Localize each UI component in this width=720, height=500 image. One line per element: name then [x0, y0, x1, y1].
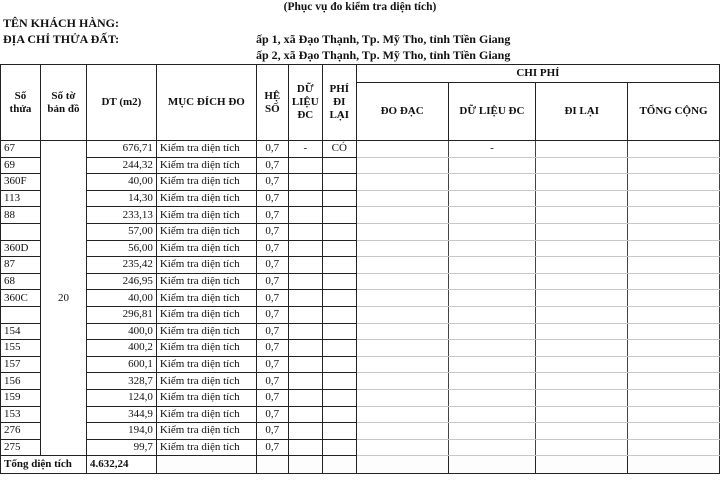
- table-row: [1, 223, 720, 240]
- cell-du-lieu[interactable]: [288, 340, 322, 357]
- cell-di-lai[interactable]: [536, 389, 628, 406]
- cell-tong-cong[interactable]: [628, 406, 720, 423]
- cell-du-lieu-dc[interactable]: [448, 240, 536, 257]
- cell-dt[interactable]: 244,32: [86, 157, 156, 174]
- cell-du-lieu-dc[interactable]: [448, 207, 536, 224]
- cell-tong-cong[interactable]: [628, 190, 720, 207]
- cell-muc-dich[interactable]: Kiểm tra diện tích: [156, 207, 256, 224]
- cell-so-thua[interactable]: 159: [1, 389, 41, 406]
- cell-du-lieu[interactable]: [288, 373, 322, 390]
- cell-tong-cong[interactable]: [628, 306, 720, 323]
- cell-di-lai[interactable]: [536, 240, 628, 257]
- cell-dt[interactable]: 194,0: [86, 423, 156, 440]
- cell-du-lieu-dc[interactable]: [448, 323, 536, 340]
- col-header-du-lieu-dc: DỮ LIỆU ĐC: [448, 83, 536, 141]
- cell-he-so[interactable]: 0,7: [256, 356, 288, 373]
- cell-he-so[interactable]: 0,7: [256, 340, 288, 357]
- cell-phi-di-lai[interactable]: [322, 306, 356, 323]
- cell-he-so[interactable]: 0,7: [256, 257, 288, 274]
- cell-so-thua[interactable]: 153: [1, 406, 41, 423]
- table-row: [1, 340, 720, 357]
- cell-phi-di-lai[interactable]: [322, 389, 356, 406]
- cell-he-so[interactable]: 0,7: [256, 323, 288, 340]
- cell-tong-cong[interactable]: [628, 373, 720, 390]
- cell-do-dac[interactable]: [356, 373, 448, 390]
- table-row: [1, 306, 720, 323]
- cell-du-lieu[interactable]: [288, 406, 322, 423]
- cell-tong-cong[interactable]: [628, 157, 720, 174]
- cell-du-lieu-dc[interactable]: [448, 340, 536, 357]
- cell-do-dac[interactable]: [356, 141, 448, 158]
- cell-tong-cong[interactable]: [628, 174, 720, 191]
- col-header-so-to: Số tờ bản đồ: [40, 65, 86, 141]
- cell-di-lai[interactable]: [536, 273, 628, 290]
- cell-muc-dich[interactable]: Kiểm tra diện tích: [156, 323, 256, 340]
- cell-phi-di-lai[interactable]: [322, 190, 356, 207]
- cell-du-lieu[interactable]: [288, 356, 322, 373]
- col-header-he-so: HỆ SỐ: [256, 65, 288, 141]
- table-row: [1, 406, 720, 423]
- table-row: [1, 141, 720, 158]
- cell-so-thua[interactable]: [1, 223, 41, 240]
- cell-do-dac[interactable]: [356, 423, 448, 440]
- cell-di-lai[interactable]: [536, 323, 628, 340]
- cell-di-lai[interactable]: [536, 356, 628, 373]
- table-row: [1, 373, 720, 390]
- cell-tong-cong[interactable]: [628, 423, 720, 440]
- cell-dt[interactable]: 40,00: [86, 174, 156, 191]
- cell-muc-dich[interactable]: Kiểm tra diện tích: [156, 373, 256, 390]
- cell-so-thua[interactable]: 360C: [1, 290, 41, 307]
- table-row: [1, 257, 720, 274]
- cell-di-lai[interactable]: [536, 207, 628, 224]
- cell-do-dac[interactable]: [356, 406, 448, 423]
- col-header-dt: DT (m2): [86, 65, 156, 141]
- table-row: [1, 439, 720, 456]
- cell-di-lai[interactable]: [536, 223, 628, 240]
- total-label[interactable]: Tổng diện tích: [1, 456, 87, 474]
- cell-du-lieu[interactable]: [288, 439, 322, 456]
- cell-so-thua[interactable]: 276: [1, 423, 41, 440]
- cell-so-thua[interactable]: 113: [1, 190, 41, 207]
- cell-so-thua[interactable]: 360D: [1, 240, 41, 257]
- cell-tong-cong[interactable]: [628, 389, 720, 406]
- cell-tong-cong[interactable]: [628, 323, 720, 340]
- cell-phi-di-lai[interactable]: [322, 439, 356, 456]
- cell-dt[interactable]: 400,2: [86, 340, 156, 357]
- total-empty-cell[interactable]: [156, 456, 256, 474]
- cell-muc-dich[interactable]: Kiểm tra diện tích: [156, 406, 256, 423]
- cell-he-so[interactable]: 0,7: [256, 389, 288, 406]
- cell-he-so[interactable]: 0,7: [256, 240, 288, 257]
- cell-dt[interactable]: 296,81: [86, 306, 156, 323]
- cell-phi-di-lai[interactable]: [322, 323, 356, 340]
- cell-di-lai[interactable]: [536, 340, 628, 357]
- cell-he-so[interactable]: 0,7: [256, 157, 288, 174]
- table-row: [1, 356, 720, 373]
- cell-tong-cong[interactable]: [628, 273, 720, 290]
- cell-do-dac[interactable]: [356, 223, 448, 240]
- cell-he-so[interactable]: 0,7: [256, 290, 288, 307]
- cell-du-lieu[interactable]: [288, 257, 322, 274]
- cell-do-dac[interactable]: [356, 306, 448, 323]
- cell-du-lieu-dc[interactable]: [448, 306, 536, 323]
- address-line-1: ấp 1, xã Đạo Thạnh, Tp. Mỹ Tho, tỉnh Tiền Giang: [256, 32, 511, 46]
- cell-dt[interactable]: 400,0: [86, 323, 156, 340]
- cell-di-lai[interactable]: [536, 306, 628, 323]
- cell-muc-dich[interactable]: Kiểm tra diện tích: [156, 257, 256, 274]
- cell-phi-di-lai[interactable]: [322, 207, 356, 224]
- col-header-do-dac: ĐO ĐẠC: [356, 83, 448, 141]
- cell-so-thua[interactable]: [1, 306, 41, 323]
- cell-du-lieu[interactable]: [288, 207, 322, 224]
- address-label: ĐỊA CHỈ THỬA ĐẤT:: [3, 32, 120, 46]
- cell-he-so[interactable]: 0,7: [256, 207, 288, 224]
- total-empty-cell[interactable]: [256, 456, 288, 474]
- cell-du-lieu-dc[interactable]: [448, 406, 536, 423]
- table-row: [1, 389, 720, 406]
- cell-phi-di-lai[interactable]: [322, 257, 356, 274]
- cell-dt[interactable]: 124,0: [86, 389, 156, 406]
- cell-do-dac[interactable]: [356, 439, 448, 456]
- total-empty-cell[interactable]: [628, 456, 720, 474]
- cell-he-so[interactable]: 0,7: [256, 423, 288, 440]
- cell-di-lai[interactable]: [536, 406, 628, 423]
- cell-di-lai[interactable]: [536, 157, 628, 174]
- cell-du-lieu[interactable]: [288, 423, 322, 440]
- cell-so-to-merged[interactable]: 20: [40, 141, 86, 456]
- cell-di-lai[interactable]: [536, 423, 628, 440]
- cell-so-thua[interactable]: 154: [1, 323, 41, 340]
- cell-he-so[interactable]: 0,7: [256, 406, 288, 423]
- cell-phi-di-lai[interactable]: [322, 406, 356, 423]
- cell-du-lieu[interactable]: [288, 273, 322, 290]
- cell-muc-dich[interactable]: Kiểm tra diện tích: [156, 174, 256, 191]
- table-row: [1, 207, 720, 224]
- cell-muc-dich[interactable]: Kiểm tra diện tích: [156, 141, 256, 158]
- cell-so-thua[interactable]: 156: [1, 373, 41, 390]
- cell-dt[interactable]: 99,7: [86, 439, 156, 456]
- cell-he-so[interactable]: 0,7: [256, 141, 288, 158]
- cell-di-lai[interactable]: [536, 190, 628, 207]
- cell-phi-di-lai[interactable]: [322, 373, 356, 390]
- cell-du-lieu-dc[interactable]: [448, 290, 536, 307]
- cell-phi-di-lai[interactable]: [322, 223, 356, 240]
- cell-du-lieu[interactable]: [288, 190, 322, 207]
- cell-dt[interactable]: 600,1: [86, 356, 156, 373]
- cell-du-lieu[interactable]: [288, 174, 322, 191]
- cell-du-lieu-dc[interactable]: [448, 174, 536, 191]
- col-header-muc-dich: MỤC ĐÍCH ĐO: [156, 65, 256, 141]
- cell-du-lieu[interactable]: -: [288, 141, 322, 158]
- cell-tong-cong[interactable]: [628, 141, 720, 158]
- cell-du-lieu-dc[interactable]: [448, 157, 536, 174]
- customer-label: TÊN KHÁCH HÀNG:: [3, 16, 120, 30]
- cell-phi-di-lai[interactable]: [322, 240, 356, 257]
- cell-du-lieu-dc[interactable]: [448, 439, 536, 456]
- cell-dt[interactable]: 56,00: [86, 240, 156, 257]
- table-row: [1, 174, 720, 191]
- cell-dt[interactable]: 235,42: [86, 257, 156, 274]
- table-row: [1, 157, 720, 174]
- cell-tong-cong[interactable]: [628, 340, 720, 357]
- cell-he-so[interactable]: 0,7: [256, 190, 288, 207]
- cell-muc-dich[interactable]: Kiểm tra diện tích: [156, 389, 256, 406]
- cell-dt[interactable]: 14,30: [86, 190, 156, 207]
- col-header-di-lai: ĐI LẠI: [536, 83, 628, 141]
- cell-so-thua[interactable]: 155: [1, 340, 41, 357]
- cell-muc-dich[interactable]: Kiểm tra diện tích: [156, 190, 256, 207]
- cell-muc-dich[interactable]: Kiểm tra diện tích: [156, 240, 256, 257]
- address-line-2: ấp 2, xã Đạo Thạnh, Tp. Mỹ Tho, tỉnh Tiền Giang: [256, 48, 511, 62]
- cell-phi-di-lai[interactable]: [322, 273, 356, 290]
- cell-do-dac[interactable]: [356, 290, 448, 307]
- cell-dt[interactable]: 40,00: [86, 290, 156, 307]
- cell-so-thua[interactable]: 68: [1, 273, 41, 290]
- cell-muc-dich[interactable]: Kiểm tra diện tích: [156, 223, 256, 240]
- col-header-chi-phi: CHI PHÍ: [356, 65, 719, 83]
- cell-he-so[interactable]: 0,7: [256, 223, 288, 240]
- cell-do-dac[interactable]: [356, 340, 448, 357]
- cell-tong-cong[interactable]: [628, 257, 720, 274]
- cell-muc-dich[interactable]: Kiểm tra diện tích: [156, 423, 256, 440]
- cell-dt[interactable]: 246,95: [86, 273, 156, 290]
- cell-he-so[interactable]: 0,7: [256, 174, 288, 191]
- cell-tong-cong[interactable]: [628, 356, 720, 373]
- cell-du-lieu[interactable]: [288, 306, 322, 323]
- cell-do-dac[interactable]: [356, 174, 448, 191]
- cell-muc-dich[interactable]: Kiểm tra diện tích: [156, 356, 256, 373]
- cell-so-thua[interactable]: 67: [1, 141, 41, 158]
- table-row: [1, 323, 720, 340]
- col-header-du-lieu: DỮ LIỆU ĐC: [288, 65, 322, 141]
- cell-dt[interactable]: 344,9: [86, 406, 156, 423]
- cell-di-lai[interactable]: [536, 290, 628, 307]
- table-row: [1, 240, 720, 257]
- cell-du-lieu[interactable]: [288, 323, 322, 340]
- cell-tong-cong[interactable]: [628, 240, 720, 257]
- cell-di-lai[interactable]: [536, 174, 628, 191]
- cell-he-so[interactable]: 0,7: [256, 373, 288, 390]
- cell-du-lieu-dc[interactable]: [448, 273, 536, 290]
- cell-du-lieu-dc[interactable]: [448, 190, 536, 207]
- cell-muc-dich[interactable]: Kiểm tra diện tích: [156, 439, 256, 456]
- cell-di-lai[interactable]: [536, 373, 628, 390]
- cell-dt[interactable]: 676,71: [86, 141, 156, 158]
- cell-du-lieu[interactable]: [288, 290, 322, 307]
- cell-muc-dich[interactable]: Kiểm tra diện tích: [156, 306, 256, 323]
- total-empty-cell[interactable]: [356, 456, 448, 474]
- total-empty-cell[interactable]: [288, 456, 322, 474]
- cell-muc-dich[interactable]: Kiểm tra diện tích: [156, 340, 256, 357]
- cell-tong-cong[interactable]: [628, 439, 720, 456]
- cell-so-thua[interactable]: 87: [1, 257, 41, 274]
- cell-du-lieu-dc[interactable]: [448, 356, 536, 373]
- cell-du-lieu-dc[interactable]: [448, 257, 536, 274]
- cell-muc-dich[interactable]: Kiểm tra diện tích: [156, 157, 256, 174]
- cell-he-so[interactable]: 0,7: [256, 306, 288, 323]
- cell-di-lai[interactable]: [536, 257, 628, 274]
- cell-du-lieu[interactable]: [288, 240, 322, 257]
- cell-he-so[interactable]: 0,7: [256, 273, 288, 290]
- col-header-phi-di-lai: PHÍ ĐI LẠI: [322, 65, 356, 141]
- cell-dt[interactable]: 57,00: [86, 223, 156, 240]
- cell-do-dac[interactable]: [356, 240, 448, 257]
- cell-do-dac[interactable]: [356, 389, 448, 406]
- cell-muc-dich[interactable]: Kiểm tra diện tích: [156, 290, 256, 307]
- cell-he-so[interactable]: 0,7: [256, 439, 288, 456]
- cell-du-lieu[interactable]: [288, 389, 322, 406]
- col-header-tong-cong: TỔNG CỘNG: [628, 83, 720, 141]
- cell-du-lieu-dc[interactable]: -: [448, 141, 536, 158]
- cell-so-thua[interactable]: 157: [1, 356, 41, 373]
- cell-du-lieu-dc[interactable]: [448, 389, 536, 406]
- cell-do-dac[interactable]: [356, 207, 448, 224]
- table-row: [1, 423, 720, 440]
- cell-di-lai[interactable]: [536, 439, 628, 456]
- table-row: [1, 190, 720, 207]
- cell-tong-cong[interactable]: [628, 290, 720, 307]
- cell-phi-di-lai[interactable]: [322, 290, 356, 307]
- cell-do-dac[interactable]: [356, 273, 448, 290]
- total-row: [1, 456, 720, 474]
- cell-so-thua[interactable]: 69: [1, 157, 41, 174]
- cell-do-dac[interactable]: [356, 257, 448, 274]
- table-row: [1, 290, 720, 307]
- total-empty-cell[interactable]: [322, 456, 356, 474]
- cell-phi-di-lai[interactable]: [322, 423, 356, 440]
- cell-dt[interactable]: 328,7: [86, 373, 156, 390]
- cell-so-thua[interactable]: 275: [1, 439, 41, 456]
- cell-so-thua[interactable]: 360F: [1, 174, 41, 191]
- cell-so-thua[interactable]: 88: [1, 207, 41, 224]
- cell-do-dac[interactable]: [356, 190, 448, 207]
- table-body: [1, 141, 720, 456]
- cell-do-dac[interactable]: [356, 323, 448, 340]
- cell-du-lieu[interactable]: [288, 223, 322, 240]
- cell-tong-cong[interactable]: [628, 207, 720, 224]
- cell-tong-cong[interactable]: [628, 223, 720, 240]
- total-empty-cell[interactable]: [448, 456, 536, 474]
- cell-du-lieu-dc[interactable]: [448, 423, 536, 440]
- cell-do-dac[interactable]: [356, 356, 448, 373]
- cell-phi-di-lai[interactable]: [322, 174, 356, 191]
- cell-du-lieu-dc[interactable]: [448, 373, 536, 390]
- cell-do-dac[interactable]: [356, 157, 448, 174]
- cell-phi-di-lai[interactable]: CÓ: [322, 141, 356, 158]
- document-subtitle: (Phục vụ đo kiểm tra diện tích): [283, 1, 437, 13]
- cell-di-lai[interactable]: [536, 141, 628, 158]
- cell-phi-di-lai[interactable]: [322, 157, 356, 174]
- survey-table: [0, 64, 720, 474]
- cell-du-lieu[interactable]: [288, 157, 322, 174]
- total-value[interactable]: 4.632,24: [86, 456, 156, 474]
- cell-phi-di-lai[interactable]: [322, 340, 356, 357]
- cell-muc-dich[interactable]: Kiểm tra diện tích: [156, 273, 256, 290]
- col-header-so-thua: Số thửa: [1, 65, 41, 141]
- cell-du-lieu-dc[interactable]: [448, 223, 536, 240]
- cell-dt[interactable]: 233,13: [86, 207, 156, 224]
- table-row: [1, 273, 720, 290]
- cell-phi-di-lai[interactable]: [322, 356, 356, 373]
- total-empty-cell[interactable]: [536, 456, 628, 474]
